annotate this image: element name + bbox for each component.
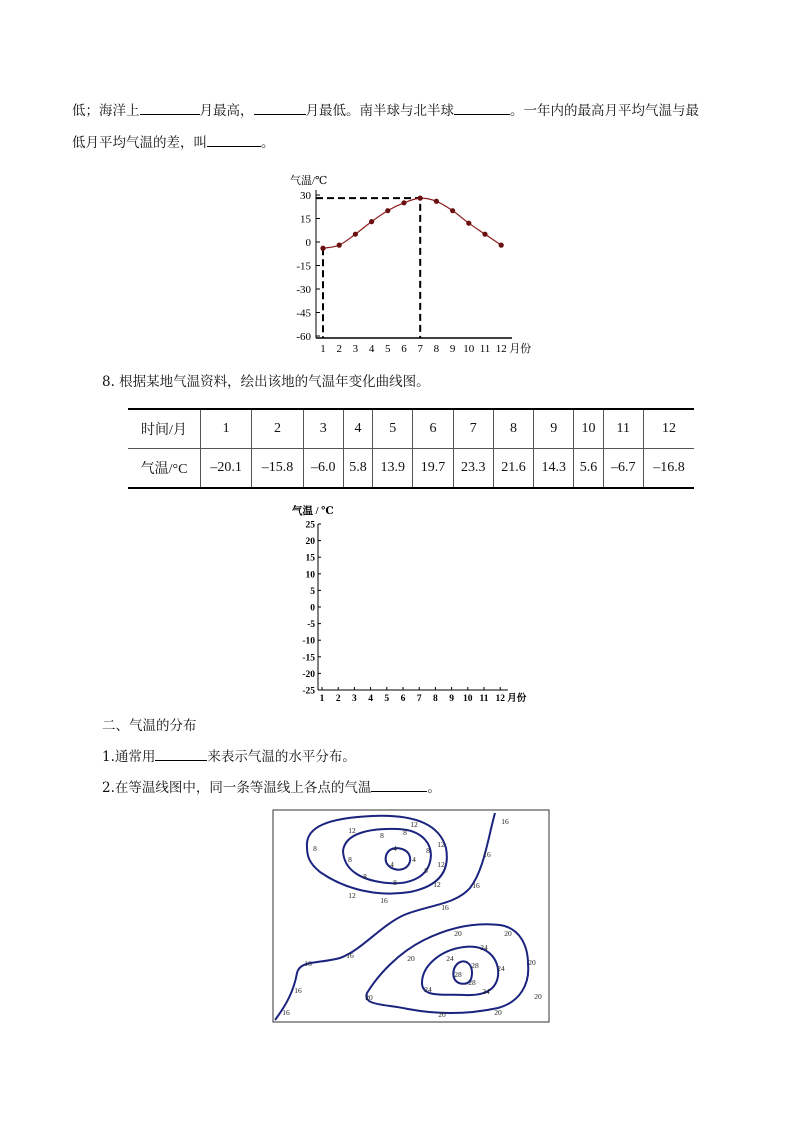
chart2-x-tick-label: 9 [449, 694, 454, 704]
chart1-x-tick-label: 2 [336, 343, 342, 355]
isotherm-label: 20 [528, 958, 536, 967]
table-cell: –6.0 [303, 449, 343, 489]
isotherm-label: 16 [483, 850, 491, 859]
table-cell: 7 [453, 409, 493, 449]
chart1-x-tick-label: 10 [463, 343, 475, 355]
chart1-x-tick-label: 9 [449, 343, 456, 355]
isotherm-label: 16 [282, 1008, 290, 1017]
table-cell: 5 [373, 409, 413, 449]
chart2-y-tick-label: -5 [307, 620, 315, 631]
isotherm-label: 8 [380, 831, 384, 840]
chart2-x-tick-label: 11 [479, 694, 489, 704]
table-cell: 1 [201, 409, 252, 449]
isotherm-label: 28 [471, 961, 479, 970]
isotherm-label: 12 [437, 840, 445, 849]
isotherm-label: 24 [480, 943, 488, 952]
isotherm-label: 20 [407, 954, 415, 963]
chart2-y-tick-label: 0 [310, 603, 315, 614]
chart2-x-tick-label: 1 [319, 694, 325, 704]
isotherm-label: 24 [497, 964, 505, 973]
isotherm-label: 8 [424, 866, 428, 875]
chart1-x-unit: 月份 [509, 343, 532, 355]
isotherm-label: 24 [446, 954, 454, 963]
chart1-y-tick-label: 30 [300, 190, 311, 202]
isotherm-label: 8 [348, 855, 352, 864]
chart2-ylabel: 气温 / ℃ [292, 506, 334, 517]
chart2-x-unit: 月份 [507, 694, 527, 704]
isotherm-label: 4 [393, 844, 397, 853]
isotherm-label: 16 [346, 951, 354, 960]
chart1-x-tick-label: 7 [417, 343, 423, 355]
text-segment: 2.在等温线图中，同一条等温线上各点的气温 [102, 780, 372, 796]
isotherm-label: 8 [313, 844, 317, 853]
isotherm-label: 16 [304, 959, 312, 968]
chart1-x-tick-label: 3 [352, 343, 359, 355]
isotherm-label: 20 [534, 992, 542, 1001]
chart2-y-tick-label: -15 [302, 653, 315, 664]
table-cell: 8 [493, 409, 533, 449]
chart1-y-tick-label: 15 [300, 213, 311, 226]
isotherm-label: 8 [363, 872, 367, 881]
map-frame [273, 810, 549, 1022]
chart1-x-tick-label: 8 [433, 343, 440, 355]
text-segment: 1.通常用 [102, 749, 156, 765]
chart2-x-tick-label: 6 [400, 694, 406, 704]
isotherm-label: 20 [504, 929, 512, 938]
isotherm-label: 28 [468, 978, 476, 987]
chart2-y-tick-label: 20 [305, 537, 315, 548]
chart1-y-tick-label: -15 [296, 260, 311, 273]
section-2-heading: 二、气温的分布 [102, 718, 197, 734]
chart2-x-tick-label: 10 [463, 694, 473, 704]
isotherm-label: 16 [472, 881, 480, 890]
chart2-y-tick-label: 15 [305, 553, 315, 564]
isotherm-label: 24 [482, 987, 490, 996]
table-cell: 2 [252, 409, 303, 449]
table-cell: 14.3 [534, 449, 574, 489]
table-cell: 13.9 [373, 449, 413, 489]
isotherm-label: 12 [348, 891, 356, 900]
chart1-x-tick-label: 5 [385, 343, 391, 355]
chart1-y-tick-label: -30 [296, 284, 311, 296]
isotherm-label: 8 [426, 846, 430, 855]
isotherm-label: 20 [365, 993, 373, 1002]
isotherm-label: 16 [380, 896, 388, 905]
chart1-y-tick-label: -45 [296, 307, 311, 320]
isotherm-label: 24 [424, 985, 432, 994]
table-cell: –6.7 [603, 449, 643, 489]
table-cell: 21.6 [493, 449, 533, 489]
isotherm-label: 20 [454, 929, 462, 938]
text-segment: 月最低。南半球与北半球 [305, 103, 454, 119]
isotherm-label: 16 [294, 986, 302, 995]
question-8: 8. 根据某地气温资料，绘出该地的气温年变化曲线图。 [102, 374, 430, 390]
table-cell: 23.3 [453, 449, 493, 489]
table-cell: –15.8 [252, 449, 303, 489]
table-cell: 6 [413, 409, 453, 449]
table-cell: 9 [534, 409, 574, 449]
chart2-x-tick-label: 3 [352, 694, 357, 704]
chart1-x-tick-label: 1 [320, 343, 326, 355]
text-segment: 来表示气温的水平分布。 [207, 749, 356, 765]
table-cell: 5.8 [343, 449, 372, 489]
table-header-label: 气温/°C [128, 449, 201, 489]
isotherm-label: 12 [433, 880, 441, 889]
text-segment: 低；海洋上 [72, 103, 140, 119]
table-cell: 19.7 [413, 449, 453, 489]
table-cell: 12 [643, 409, 694, 449]
isotherm-label: 20 [494, 1008, 502, 1017]
isotherm-label: 4 [412, 855, 416, 864]
chart1-x-tick-label: 4 [368, 343, 375, 355]
isotherm-label: 16 [441, 903, 449, 912]
table-cell: 10 [574, 409, 603, 449]
chart1-y-tick-label: -60 [296, 331, 311, 343]
chart2-y-tick-label: -25 [302, 686, 315, 697]
table-header-label: 时间/月 [128, 409, 201, 449]
chart1-x-tick-label: 11 [479, 343, 491, 355]
table-cell: 5.6 [574, 449, 603, 489]
chart2-y-tick-label: -10 [302, 636, 315, 647]
isotherm-16 [275, 813, 495, 1020]
isotherm-label: 28 [454, 970, 462, 979]
isotherm-label: 12 [437, 860, 445, 869]
chart2-x-tick-label: 5 [384, 694, 390, 704]
isotherm-label: 12 [410, 820, 418, 829]
chart2-x-tick-label: 2 [335, 694, 341, 704]
isotherm-label: 12 [348, 826, 356, 835]
chart2-y-tick-label: 25 [305, 520, 315, 531]
text-segment: 。一年内的最高月平均气温与最 [510, 103, 699, 119]
chart2-y-tick-label: 5 [310, 586, 315, 597]
chart2-y-tick-label: 10 [305, 570, 315, 581]
isotherm-label: 8 [393, 878, 397, 887]
table-cell: 4 [343, 409, 372, 449]
chart1-x-tick-label: 12 [495, 343, 507, 355]
isotherm-label: 4 [390, 860, 394, 869]
text-segment: 月最高， [199, 103, 254, 119]
chart2-x-tick-label: 4 [368, 694, 373, 704]
chart2-x-tick-label: 8 [433, 694, 438, 704]
text-segment: 低月平均气温的差，叫 [72, 135, 207, 151]
table-cell: 3 [303, 409, 343, 449]
chart1-y-tick-label: 0 [305, 237, 311, 249]
isotherm-label: 20 [438, 1010, 446, 1019]
text-segment: 。 [427, 780, 441, 796]
table-cell: 11 [603, 409, 643, 449]
chart2-y-tick-label: -20 [302, 669, 315, 680]
chart2-x-tick-label: 12 [495, 694, 505, 704]
isotherm-label: 16 [501, 817, 509, 826]
isotherm-label: 8 [403, 828, 407, 837]
table-cell: –16.8 [643, 449, 694, 489]
chart1-x-tick-label: 6 [401, 343, 407, 355]
table-cell: –20.1 [201, 449, 252, 489]
text-segment: 。 [261, 135, 275, 151]
chart1-ylabel: 气温/℃ [290, 175, 328, 187]
chart2-x-tick-label: 7 [416, 694, 422, 704]
